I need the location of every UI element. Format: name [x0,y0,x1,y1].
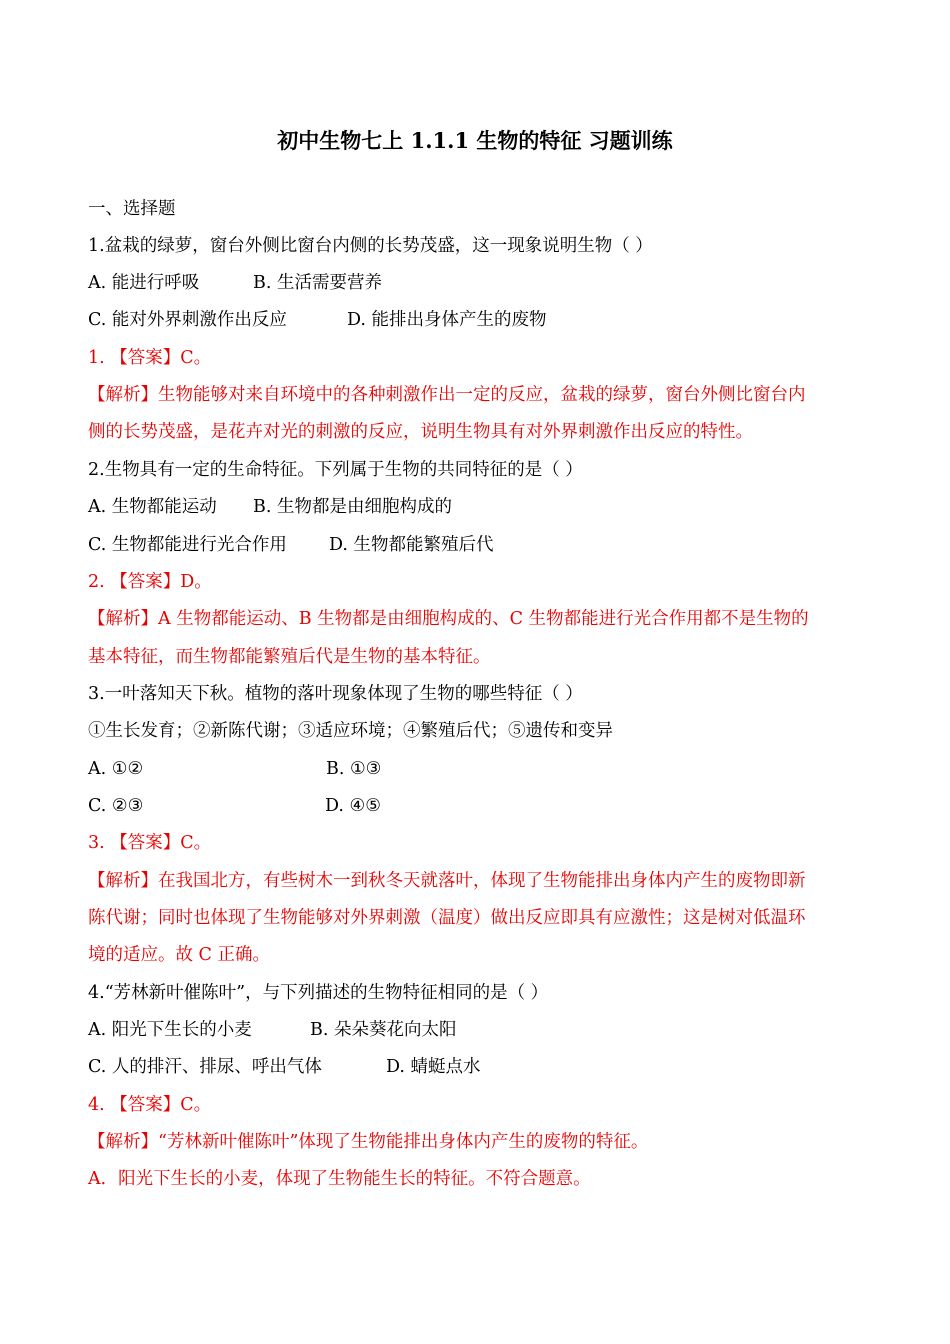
question-1-options-row-1 [88,270,848,296]
question-4-options-row-1 [88,1017,848,1043]
question-3-option-a: A. ①② [88,759,144,779]
question-1-options-row-2 [88,307,848,333]
question-1-option-b: B. 生活需要营养 [253,273,382,293]
question-4-option-b: B. 朵朵葵花向太阳 [310,1020,457,1040]
question-1-option-a: A. 能进行呼吸 [88,273,200,293]
question-2-analysis-line-2: 基本特征，而生物都能繁殖后代是生物的基本特征。 [88,647,491,667]
question-2-stem: 2.生物具有一定的生命特征。下列属于生物的共同特征的是（ ） [88,460,583,480]
question-3-option-b: B. ①③ [326,759,382,779]
question-3-items: ①生长发育；②新陈代谢；③适应环境；④繁殖后代；⑤遗传和变异 [88,721,613,741]
question-3-option-d: D. ④⑤ [325,796,381,816]
question-1-analysis-line-1: 【解析】生物能够对来自环境中的各种刺激作出一定的反应，盆栽的绿萝，窗台外侧比窗台内 [88,385,806,405]
question-2-analysis-line-1: 【解析】A 生物都能运动、B 生物都是由细胞构成的、C 生物都能进行光合作用都不是生物的 [88,609,809,629]
question-4-analysis-line-1: 【解析】“芳林新叶催陈叶”体现了生物能排出身体内产生的废物的特征。 [88,1132,649,1152]
question-2-options-row-1 [88,494,848,520]
question-2-option-b: B. 生物都是由细胞构成的 [253,497,452,517]
question-3-options-row-2 [88,793,848,819]
question-3-stem: 3.一叶落知天下秋。植物的落叶现象体现了生物的哪些特征（ ） [88,684,583,704]
question-2-option-d: D. 生物都能繁殖后代 [329,535,494,555]
question-3-option-c: C. ②③ [88,796,144,816]
question-1-option-d: D. 能排出身体产生的废物 [347,310,547,330]
question-4-stem: 4.“芳林新叶催陈叶”，与下列描述的生物特征相同的是（ ） [88,983,549,1003]
question-2-option-c: C. 生物都能进行光合作用 [88,535,287,555]
question-4-option-d: D. 蜻蜓点水 [386,1057,481,1077]
question-1-stem: 1.盆栽的绿萝，窗台外侧比窗台内侧的长势茂盛，这一现象说明生物（ ） [88,236,653,256]
question-3-answer: 3. 【答案】C。 [88,833,212,853]
question-3-analysis-line-1: 【解析】在我国北方，有些树木一到秋冬天就落叶，体现了生物能排出身体内产生的废物即新 [88,871,806,891]
question-2-options-row-2 [88,532,848,558]
question-1-analysis-line-2: 侧的长势茂盛，是花卉对光的刺激的反应，说明生物具有对外界刺激作出反应的特性。 [88,422,753,442]
document-title: 初中生物七上 1.1.1 生物的特征 习题训练 [277,128,673,153]
section-heading: 一、选择题 [88,199,176,219]
question-4-analysis-line-2: A．阳光下生长的小麦，体现了生物能生长的特征。不符合题意。 [88,1169,591,1189]
question-1-answer: 1. 【答案】C。 [88,348,212,368]
question-3-analysis-line-3: 境的适应。故 C 正确。 [88,945,271,965]
question-4-answer: 4. 【答案】C。 [88,1095,212,1115]
question-2-option-a: A. 生物都能运动 [88,497,217,517]
question-3-analysis-line-2: 陈代谢；同时也体现了生物能够对外界刺激（温度）做出反应即具有应激性；这是树对低温环 [88,908,806,928]
question-2-answer: 2. 【答案】D。 [88,572,212,592]
question-4-option-a: A. 阳光下生长的小麦 [88,1020,252,1040]
question-4-options-row-2 [88,1054,848,1080]
question-1-option-c: C. 能对外界刺激作出反应 [88,310,287,330]
question-4-option-c: C. 人的排汗、排尿、呼出气体 [88,1057,322,1077]
question-3-options-row-1 [88,756,848,782]
